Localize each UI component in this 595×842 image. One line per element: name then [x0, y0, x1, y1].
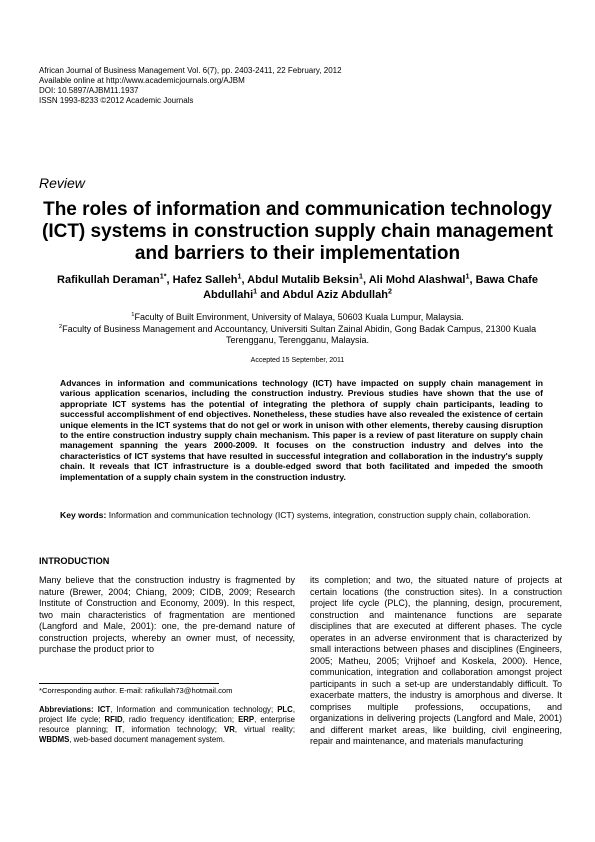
author-affil-mark: 2 — [387, 287, 392, 296]
author-name: Bawa Chafe Abdullahi — [203, 274, 538, 301]
affiliation-2: $^2$Faculty of Business Management and Accountancy, Universiti Sultan Zainal Abidin, Gong Badak Campus, 21300 Kuala Terengganu, Terengganu, Malaysia. — [58, 323, 537, 345]
abbreviations-label: Abbreviations: — [39, 705, 94, 714]
author-list: Rafikullah Deraman$^{1*}$, Hafez Salleh$^1$, Abdul Mutalib Beksin$^1$, Ali Mohd Alashwal$^1$, Bawa Chafe Abdullahi$^1$ and Abdul Aziz Abdullah$^2$ — [57, 272, 538, 301]
journal-citation: African Journal of Business Management Vol. 6(7), pp. 2403-2411, 22 February, 2012 — [39, 66, 342, 75]
corresponding-author: *Corresponding author. E-mail: rafikullah73@hotmail.com — [39, 686, 233, 695]
footnote-divider — [39, 683, 219, 684]
section-heading-introduction: INTRODUCTION — [39, 556, 110, 566]
author-affil-mark: 1 — [465, 272, 470, 281]
affiliation-1: $^1$Faculty of Built Environment, University of Malaya, 50603 Kuala Lumpur, Malaysia. — [131, 312, 464, 322]
paper-title: The roles of information and communication technology (ICT) systems in construction supply chain management and barriers to their implementation — [42, 199, 553, 264]
author-affil-mark: 1 — [359, 272, 363, 281]
author-name: Rafikullah Deraman — [57, 274, 160, 286]
intro-right-column: its completion; and two, the situated nature of projects at certain locations (the construction sites). In a construction project life cycle (PLC), the planning, design, procurement, construction and maintenance functions are separate disciplines that are executed at different phases. The cycle operates in an adverse environment that is characterized by small interactions between phases and disciplines (Engineers, 2005; Matheu, 2005; Vrijhoef and Koskela, 2000). Hence, communication, integration and collaboration amongst project participants in such a set-up are understandably difficult. To exacerbate matters, the industry is amorphous and diverse. It comprises multiple professions, occupations, and organizations in delivering projects (Langford and Male, 2001) and different market areas, like building, civil engineering, repair and maintenance, and materials manufacturing — [310, 575, 562, 746]
author-name: Abdul Aziz Abdullah — [282, 289, 388, 301]
article-type: Review — [39, 175, 85, 191]
author-affil-mark: 1 — [237, 272, 242, 281]
journal-issn: ISSN 1993-8233 ©2012 Academic Journals — [39, 96, 194, 105]
abstract: Advances in information and communications technology (ICT) have impacted on supply chain management in various application scenarios, including the construction industry. Previous studies have shown that the use of appropriate ICT systems has the potential of integrating the plethora of supply chain participants, leading to successful accomplishment of end objectives. Nonetheless, these studies have also revealed the existence of certain unique elements in the ICT systems that do not gel or work in unison with other elements, thereby causing disruption to the entire construction industry supply chain mechanism. This paper is a review of past literature on supply chain management spanning the years 2000-2009. It focuses on the construction industry and delves into the characteristics of ICT systems that have resulted in successful integration and collaboration in the industry's supply chain. It reveals that ICT infrastructure is a double-edged sword that both facilitated and impeded the smooth implementation of a supply chain system in the construction industry. — [60, 378, 543, 482]
journal-doi: DOI: 10.5897/AJBM11.1937 — [39, 86, 139, 95]
author-name: Abdul Mutalib Beksin — [247, 274, 359, 286]
abbreviations: Abbreviations: ICT, Information and communication technology; PLC, project life cycle; RFID, radio frequency identification; ERP, enterprise resource planning; IT, information technology; VR, virtual reality; WBDMS, web-based document management system. — [39, 705, 295, 744]
affiliations — [38, 312, 557, 347]
keywords-text: Information and communication technology (ICT) systems, integration, construction supply chain, collaboration. — [108, 510, 531, 520]
keywords-label: Key words: — [60, 510, 107, 520]
author-name: Ali Mohd Alashwal — [368, 274, 466, 286]
accepted-date: Accepted 15 September, 2011 — [250, 357, 345, 364]
journal-url: Available online at http://www.academicjournals.org/AJBM — [39, 76, 245, 85]
author-name: Hafez Salleh — [172, 274, 238, 286]
intro-left-column: Many believe that the construction industry is fragmented by nature (Brewer, 2004; Chiang, 2009; CIDB, 2009; Research Institute of Construction and Economy, 2009). In this respect, two main characteristics of fragmentation are mentioned (Langford and Male, 2001): one, the pre-demand nature of construction projects, whereby an owner must, of necessity, purchase the product prior to — [39, 575, 295, 654]
author-affil-mark: 1* — [159, 272, 167, 281]
keywords — [60, 510, 543, 521]
journal-info — [39, 66, 559, 106]
author-affil-mark: 1 — [253, 287, 258, 296]
